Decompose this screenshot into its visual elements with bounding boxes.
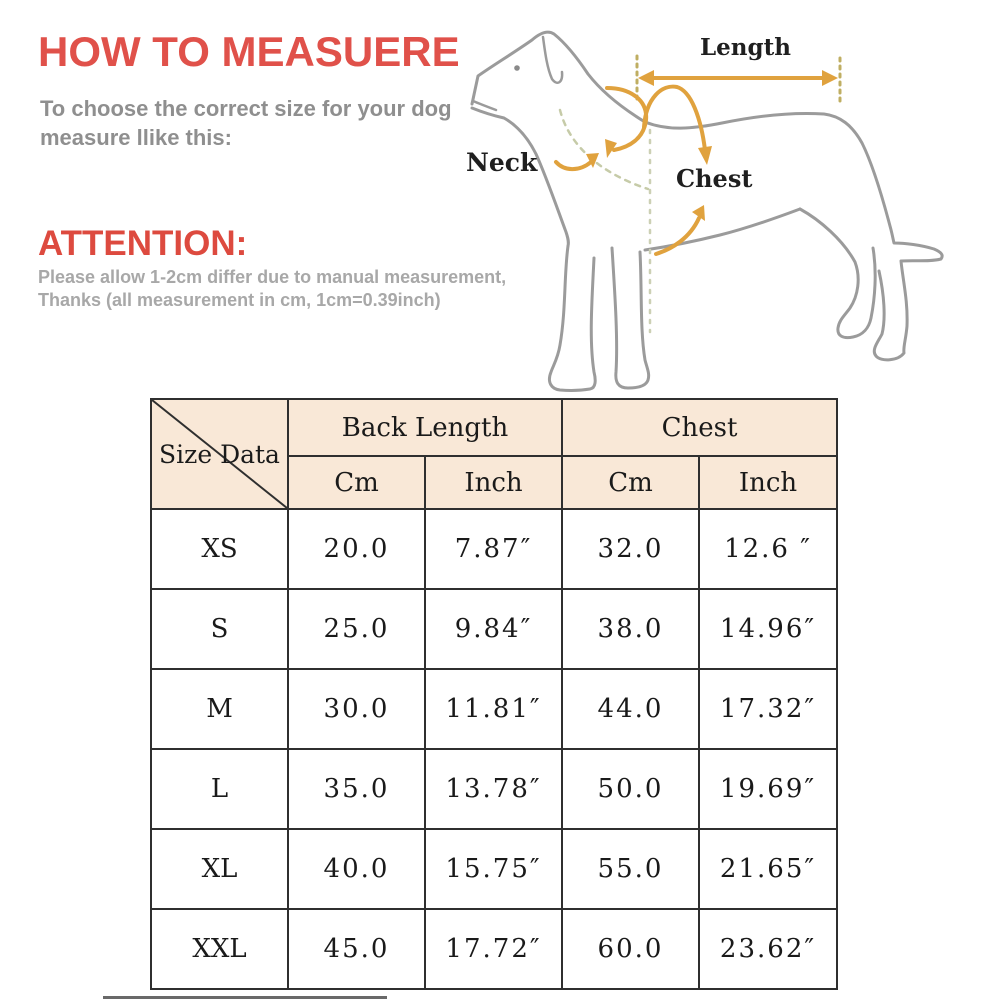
size-cell: XS (151, 509, 288, 589)
attention-line2: Thanks (all measurement in cm, 1cm=0.39inch) (38, 290, 441, 310)
neck-dashed-line (560, 110, 648, 189)
group-header-chest: Chest (562, 399, 837, 456)
table-row-xs (151, 509, 837, 589)
chest-inch-cell: 12.6 ″ (699, 509, 837, 589)
chest-cm-cell: 55.0 (562, 829, 699, 909)
unit-header-chest-inch: Inch (699, 456, 837, 509)
dog-outline (472, 32, 942, 390)
attention-note (38, 266, 506, 312)
size-cell: XXL (151, 909, 288, 989)
chest-cm-cell: 44.0 (562, 669, 699, 749)
back-cm-cell: 40.0 (288, 829, 425, 909)
chest-cm-cell: 38.0 (562, 589, 699, 669)
chest-inch-cell: 17.32″ (699, 669, 837, 749)
subtitle-line2: measure llike this: (40, 125, 232, 150)
table-row-m (151, 669, 837, 749)
neck-arrow-lower (556, 162, 591, 169)
size-cell: XL (151, 829, 288, 909)
subtitle (40, 94, 452, 152)
attention-title: ATTENTION: (38, 224, 248, 263)
page-title: HOW TO MEASUERE (38, 28, 460, 75)
back-inch-cell: 15.75″ (425, 829, 562, 909)
subtitle-line1: To choose the correct size for your dog (40, 96, 452, 121)
table-header-row-groups (151, 399, 837, 456)
neck-arrows (556, 88, 646, 169)
back-cm-cell: 35.0 (288, 749, 425, 829)
back-inch-cell: 9.84″ (425, 589, 562, 669)
unit-header-back-cm: Cm (288, 456, 425, 509)
size-cell: L (151, 749, 288, 829)
back-inch-cell: 11.81″ (425, 669, 562, 749)
unit-header-chest-cm: Cm (562, 456, 699, 509)
chest-inch-cell: 23.62″ (699, 909, 837, 989)
chest-cm-cell: 50.0 (562, 749, 699, 829)
arrowhead-right (822, 70, 838, 86)
neck-label: Neck (466, 148, 538, 177)
group-header-back-length: Back Length (288, 399, 562, 456)
chest-inch-cell: 14.96″ (699, 589, 837, 669)
table-row-xxl (151, 909, 837, 989)
back-cm-cell: 30.0 (288, 669, 425, 749)
dog-eye (514, 65, 520, 71)
back-inch-cell: 17.72″ (425, 909, 562, 989)
length-arrow (637, 56, 840, 104)
back-cm-cell: 25.0 (288, 589, 425, 669)
corner-label: Size Data (159, 439, 280, 469)
image-artifact-line (103, 996, 387, 999)
unit-header-back-inch: Inch (425, 456, 562, 509)
chest-inch-cell: 21.65″ (699, 829, 837, 909)
table-row-s (151, 589, 837, 669)
arrowhead-left (638, 70, 654, 86)
length-label: Length (700, 34, 791, 61)
chest-cm-cell: 32.0 (562, 509, 699, 589)
chest-inch-cell: 19.69″ (699, 749, 837, 829)
corner-cell-size-data (151, 399, 288, 509)
size-table (150, 398, 838, 990)
chest-cm-cell: 60.0 (562, 909, 699, 989)
back-cm-cell: 20.0 (288, 509, 425, 589)
attention-line1: Please allow 1-2cm differ due to manual measurement, (38, 267, 507, 287)
size-cell: S (151, 589, 288, 669)
table-row-xl (151, 829, 837, 909)
back-cm-cell: 45.0 (288, 909, 425, 989)
chest-arrow-upper (644, 87, 705, 150)
back-inch-cell: 13.78″ (425, 749, 562, 829)
chest-label: Chest (676, 164, 753, 193)
chest-arrowhead-upper (698, 146, 712, 165)
size-cell: M (151, 669, 288, 749)
back-inch-cell: 7.87″ (425, 509, 562, 589)
table-row-l (151, 749, 837, 829)
